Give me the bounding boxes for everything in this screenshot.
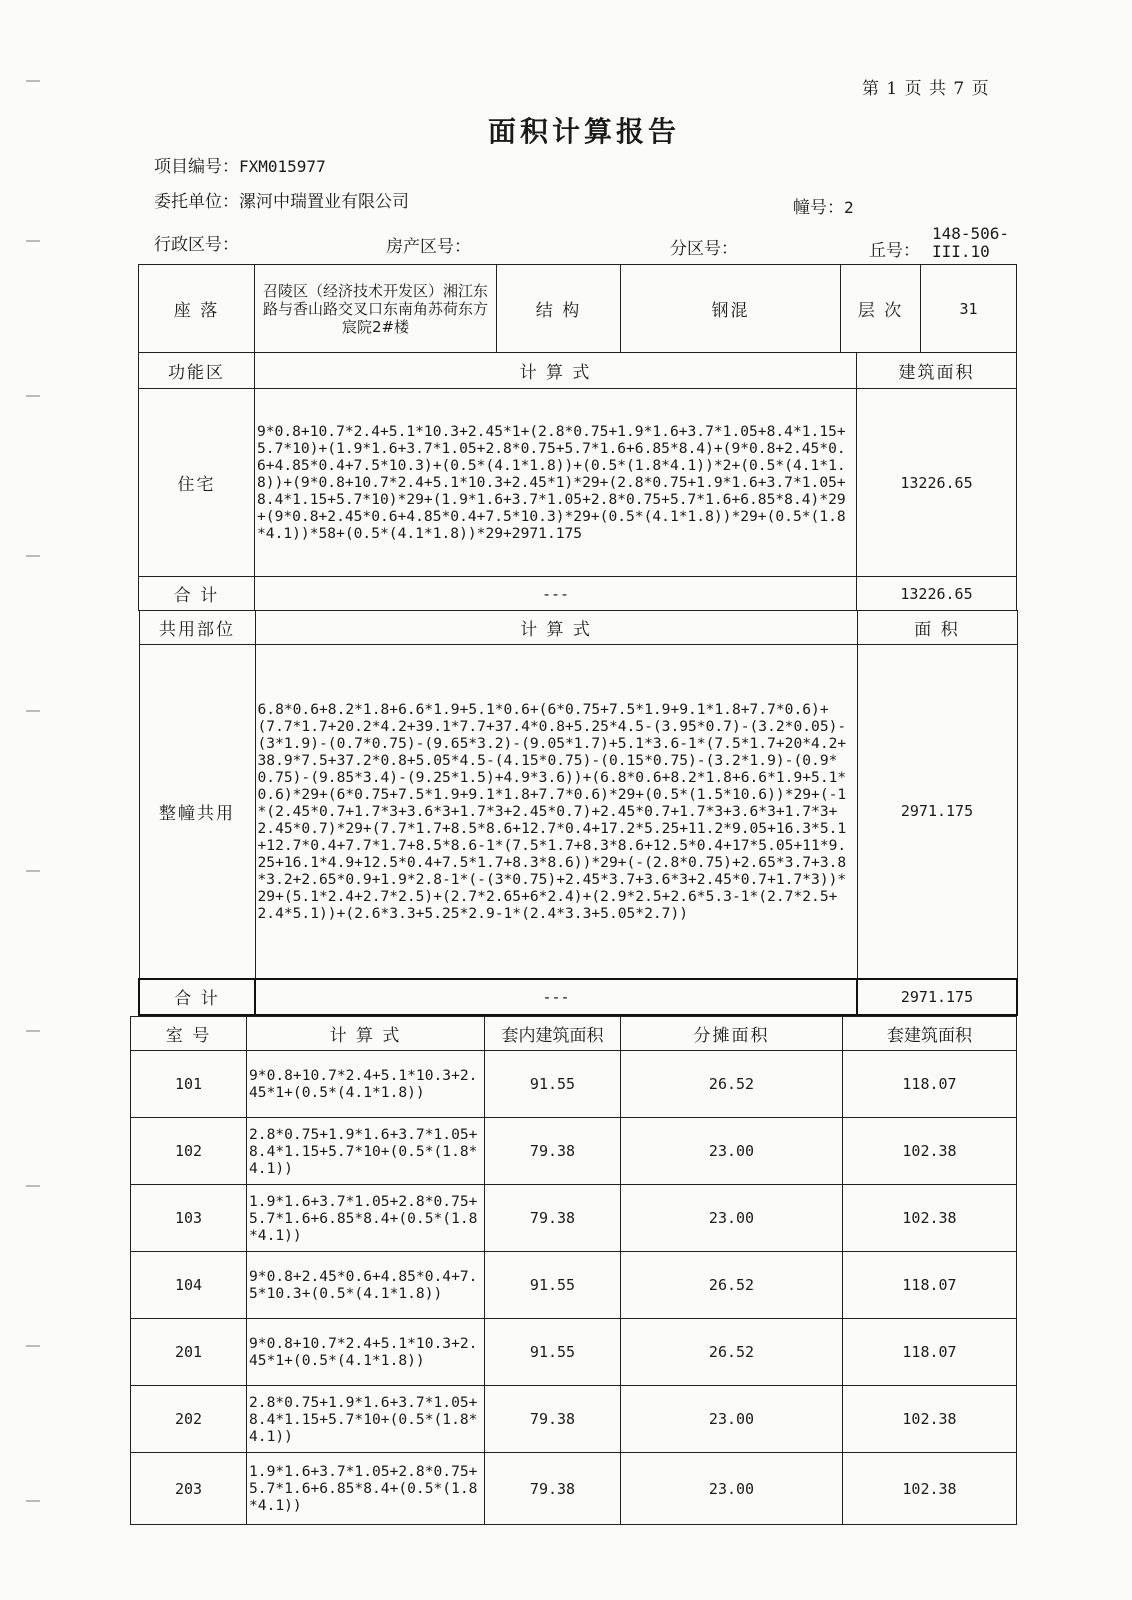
room-number: 201 (131, 1319, 247, 1386)
binding-mark (26, 240, 40, 242)
residential-table (138, 352, 1017, 611)
floors-label: 层 次 (841, 265, 921, 353)
estate-region-label: 房产区号： (386, 237, 471, 257)
room-number: 104 (131, 1252, 247, 1319)
table-row (131, 1319, 1017, 1386)
building-area-header: 建筑面积 (857, 353, 1017, 389)
binding-mark (26, 1185, 40, 1187)
binding-mark (26, 1345, 40, 1347)
room-shared-area: 23.00 (621, 1386, 843, 1453)
rooms-header-row (131, 1017, 1017, 1051)
shared-table (138, 610, 1018, 1016)
table-row (131, 1118, 1017, 1185)
room-total-area: 118.07 (843, 1319, 1017, 1386)
room-formula: 2.8*0.75+1.9*1.6+3.7*1.05+8.4*1.15+5.7*10+(0.5*(1.8*4.1)) (247, 1386, 485, 1453)
building-label: 幢号： (793, 198, 844, 218)
sub-region-label: 分区号： (670, 239, 738, 259)
room-total-area: 118.07 (843, 1051, 1017, 1118)
binding-mark (26, 555, 40, 557)
room-number: 202 (131, 1386, 247, 1453)
subtotal-label: 合 计 (139, 577, 255, 611)
room-formula: 9*0.8+10.7*2.4+5.1*10.3+2.45*1+(0.5*(4.1*1.8)) (247, 1051, 485, 1118)
floors-value: 31 (921, 265, 1017, 353)
table-row (131, 1252, 1017, 1319)
building-number: 2 (844, 198, 854, 217)
room-inner-area: 79.38 (485, 1453, 621, 1525)
rooms-table (130, 1016, 1017, 1525)
room-number: 102 (131, 1118, 247, 1185)
binding-mark (26, 80, 40, 82)
location-table (138, 264, 1017, 353)
room-shared-area: 26.52 (621, 1252, 843, 1319)
room-formula: 9*0.8+10.7*2.4+5.1*10.3+2.45*1+(0.5*(4.1*1.8)) (247, 1319, 485, 1386)
subtotal-formula: --- (255, 577, 857, 611)
room-shared-area: 26.52 (621, 1319, 843, 1386)
room-no-header: 室 号 (131, 1017, 247, 1051)
room-total-area: 102.38 (843, 1118, 1017, 1185)
room-total-area: 102.38 (843, 1185, 1017, 1252)
table-row (131, 1386, 1017, 1453)
table-row (131, 1453, 1017, 1525)
table-row (131, 1185, 1017, 1252)
project-number: FXM015977 (239, 157, 326, 176)
subtotal-area: 13226.65 (857, 577, 1017, 611)
location-value: 召陵区（经济技术开发区）湘江东路与香山路交叉口东南角苏荷东方宸院2#楼 (255, 265, 497, 353)
shared-total-label: 合 计 (139, 979, 255, 1015)
whole-building-shared-area: 2971.175 (857, 645, 1017, 979)
structure-label: 结 构 (497, 265, 621, 353)
hill-number-line1: 148-506- (932, 224, 1010, 243)
building-line (793, 193, 854, 218)
binding-mark (26, 395, 40, 397)
page-title: 面积计算报告 (488, 115, 681, 148)
inner-area-header: 套内建筑面积 (485, 1017, 621, 1051)
room-formula: 1.9*1.6+3.7*1.05+2.8*0.75+5.7*1.6+6.85*8.4+(0.5*(1.8*4.1)) (247, 1453, 485, 1525)
shared-part-header: 共用部位 (139, 611, 255, 645)
room-number: 203 (131, 1453, 247, 1525)
whole-building-shared-formula: 6.8*0.6+8.2*1.8+6.6*1.9+5.1*0.6+(6*0.75+7.5*1.9+9.1*1.8+7.7*0.6)+(7.7*1.7+20.2*4.2+39.1*7.7+37.4*0.8+5.25*4.5-(3.95*0.7)-(3.2*0.05)-(3*1.9)-(0.7*0.75)-(9.65*3.2)-(9.05*1.7)+5.1*3.6-1*(7.5*1.7+20*4.2+38.9*7.5+37.2*0.8+5.05*4.5-(4.15*0.75)-(0.15*0.75)-(3.2*1.9)-(0.9*0.75)-(9.85*3.4)-(9.25*1.5)+4.9*3.6))+(6.8*0.6+8.2*1.8+6.6*1.9+5.1*0.6)*29+(6*0.75+7.5*1.9+9.1*1.8+7.7*0.6)*29+(0.5*(1.5*10.6))*29+(-1*(2.45*0.7+1.7*3+3.6*3+1.7*3+2.45*0.7)+2.45*0.7+1.7*3+3.6*3+1.7*3+2.45*0.7)*29+(7.7*1.7+8.5*8.6+12.7*0.4+17.2*5.25+11.2*9.05+16.3*5.1+12.7*0.4+7.7*1.7+8.5*8.6-1*(7.5*1.7+8.3*8.6+12.5*0.4+17*5.05+11*9.25+16.1*4.9+12.5*0.4+7.5*1.7+8.3*8.6))*29+(-(2.8*0.75)+2.65*3.7+3.8*3.2+2.65*0.9+1.9*2.8-1*(-(3*0.75)+2.45*3.7+3.6*3+2.45*0.7+1.7*3))*29+(5.1*2.4+2.7*2.5)+(2.7*2.65+6*2.4)+(2.9*2.5+2.6*5.3-1*(2.7*2.5+2.4*5.1))+(2.6*3.3+5.25*2.9-1*(2.4*3.3+5.05*2.7)) (255, 645, 857, 979)
room-formula: 1.9*1.6+3.7*1.05+2.8*0.75+5.7*1.6+6.85*8.4+(0.5*(1.8*4.1)) (247, 1185, 485, 1252)
room-shared-area: 23.00 (621, 1118, 843, 1185)
shared-alloc-header: 分摊面积 (621, 1017, 843, 1051)
page-number: 第 1 页 共 7 页 (862, 79, 990, 99)
hill-label: 丘号： (869, 241, 920, 261)
shared-formula-header: 计 算 式 (255, 611, 857, 645)
room-inner-area: 79.38 (485, 1118, 621, 1185)
room-inner-area: 79.38 (485, 1185, 621, 1252)
admin-region-label: 行政区号： (154, 235, 239, 255)
client-name: 漯河中瑞置业有限公司 (239, 192, 409, 212)
room-inner-area: 91.55 (485, 1051, 621, 1118)
room-shared-area: 23.00 (621, 1453, 843, 1525)
room-total-area: 118.07 (843, 1252, 1017, 1319)
room-formula-header: 计 算 式 (247, 1017, 485, 1051)
room-total-area: 102.38 (843, 1386, 1017, 1453)
residential-area: 13226.65 (857, 389, 1017, 577)
unit-area-header: 套建筑面积 (843, 1017, 1017, 1051)
binding-mark (26, 1030, 40, 1032)
room-formula: 2.8*0.75+1.9*1.6+3.7*1.05+8.4*1.15+5.7*10+(0.5*(1.8*4.1)) (247, 1118, 485, 1185)
shared-total-formula: --- (255, 979, 857, 1015)
structure-value: 钢混 (621, 265, 841, 353)
location-label: 座 落 (139, 265, 255, 353)
room-inner-area: 91.55 (485, 1319, 621, 1386)
project-number-line (154, 152, 326, 177)
residential-label: 住宅 (139, 389, 255, 577)
room-inner-area: 91.55 (485, 1252, 621, 1319)
project-number-label: 项目编号： (154, 157, 239, 177)
room-formula: 9*0.8+2.45*0.6+4.85*0.4+7.5*10.3+(0.5*(4.1*1.8)) (247, 1252, 485, 1319)
room-inner-area: 79.38 (485, 1386, 621, 1453)
room-shared-area: 26.52 (621, 1051, 843, 1118)
function-area-header: 功能区 (139, 353, 255, 389)
hill-number-line2: III.10 (932, 242, 990, 261)
table-row (131, 1051, 1017, 1118)
room-shared-area: 23.00 (621, 1185, 843, 1252)
residential-formula: 9*0.8+10.7*2.4+5.1*10.3+2.45*1+(2.8*0.75+1.9*1.6+3.7*1.05+8.4*1.15+5.7*10)+(1.9*1.6+3.7*1.05+2.8*0.75+5.7*1.6+6.85*8.4)+(9*0.8+2.45*0.6+4.85*0.4+7.5*10.3)+(0.5*(4.1*1.8))+(0.5*(1.8*4.1))*2+(0.5*(4.1*1.8))+(9*0.8+10.7*2.4+5.1*10.3+2.45*1)*29+(2.8*0.75+1.9*1.6+3.7*1.05+8.4*1.15+5.7*10)*29+(1.9*1.6+3.7*1.05+2.8*0.75+5.7*1.6+6.85*8.4)*29+(9*0.8+2.45*0.6+4.85*0.4+7.5*10.3)*29+(0.5*(4.1*1.8))*29+(0.5*(1.8*4.1))*58+(0.5*(4.1*1.8))*29+2971.175 (255, 389, 857, 577)
binding-mark (26, 870, 40, 872)
client-label: 委托单位： (154, 192, 239, 212)
shared-area-header: 面 积 (857, 611, 1017, 645)
hill-number (932, 225, 1009, 261)
room-total-area: 102.38 (843, 1453, 1017, 1525)
client-line (154, 187, 409, 212)
binding-mark (26, 710, 40, 712)
formula-header: 计 算 式 (255, 353, 857, 389)
binding-mark (26, 1500, 40, 1502)
shared-total-area: 2971.175 (857, 979, 1017, 1015)
room-number: 101 (131, 1051, 247, 1118)
whole-building-shared-label: 整幢共用 (139, 645, 255, 979)
room-number: 103 (131, 1185, 247, 1252)
